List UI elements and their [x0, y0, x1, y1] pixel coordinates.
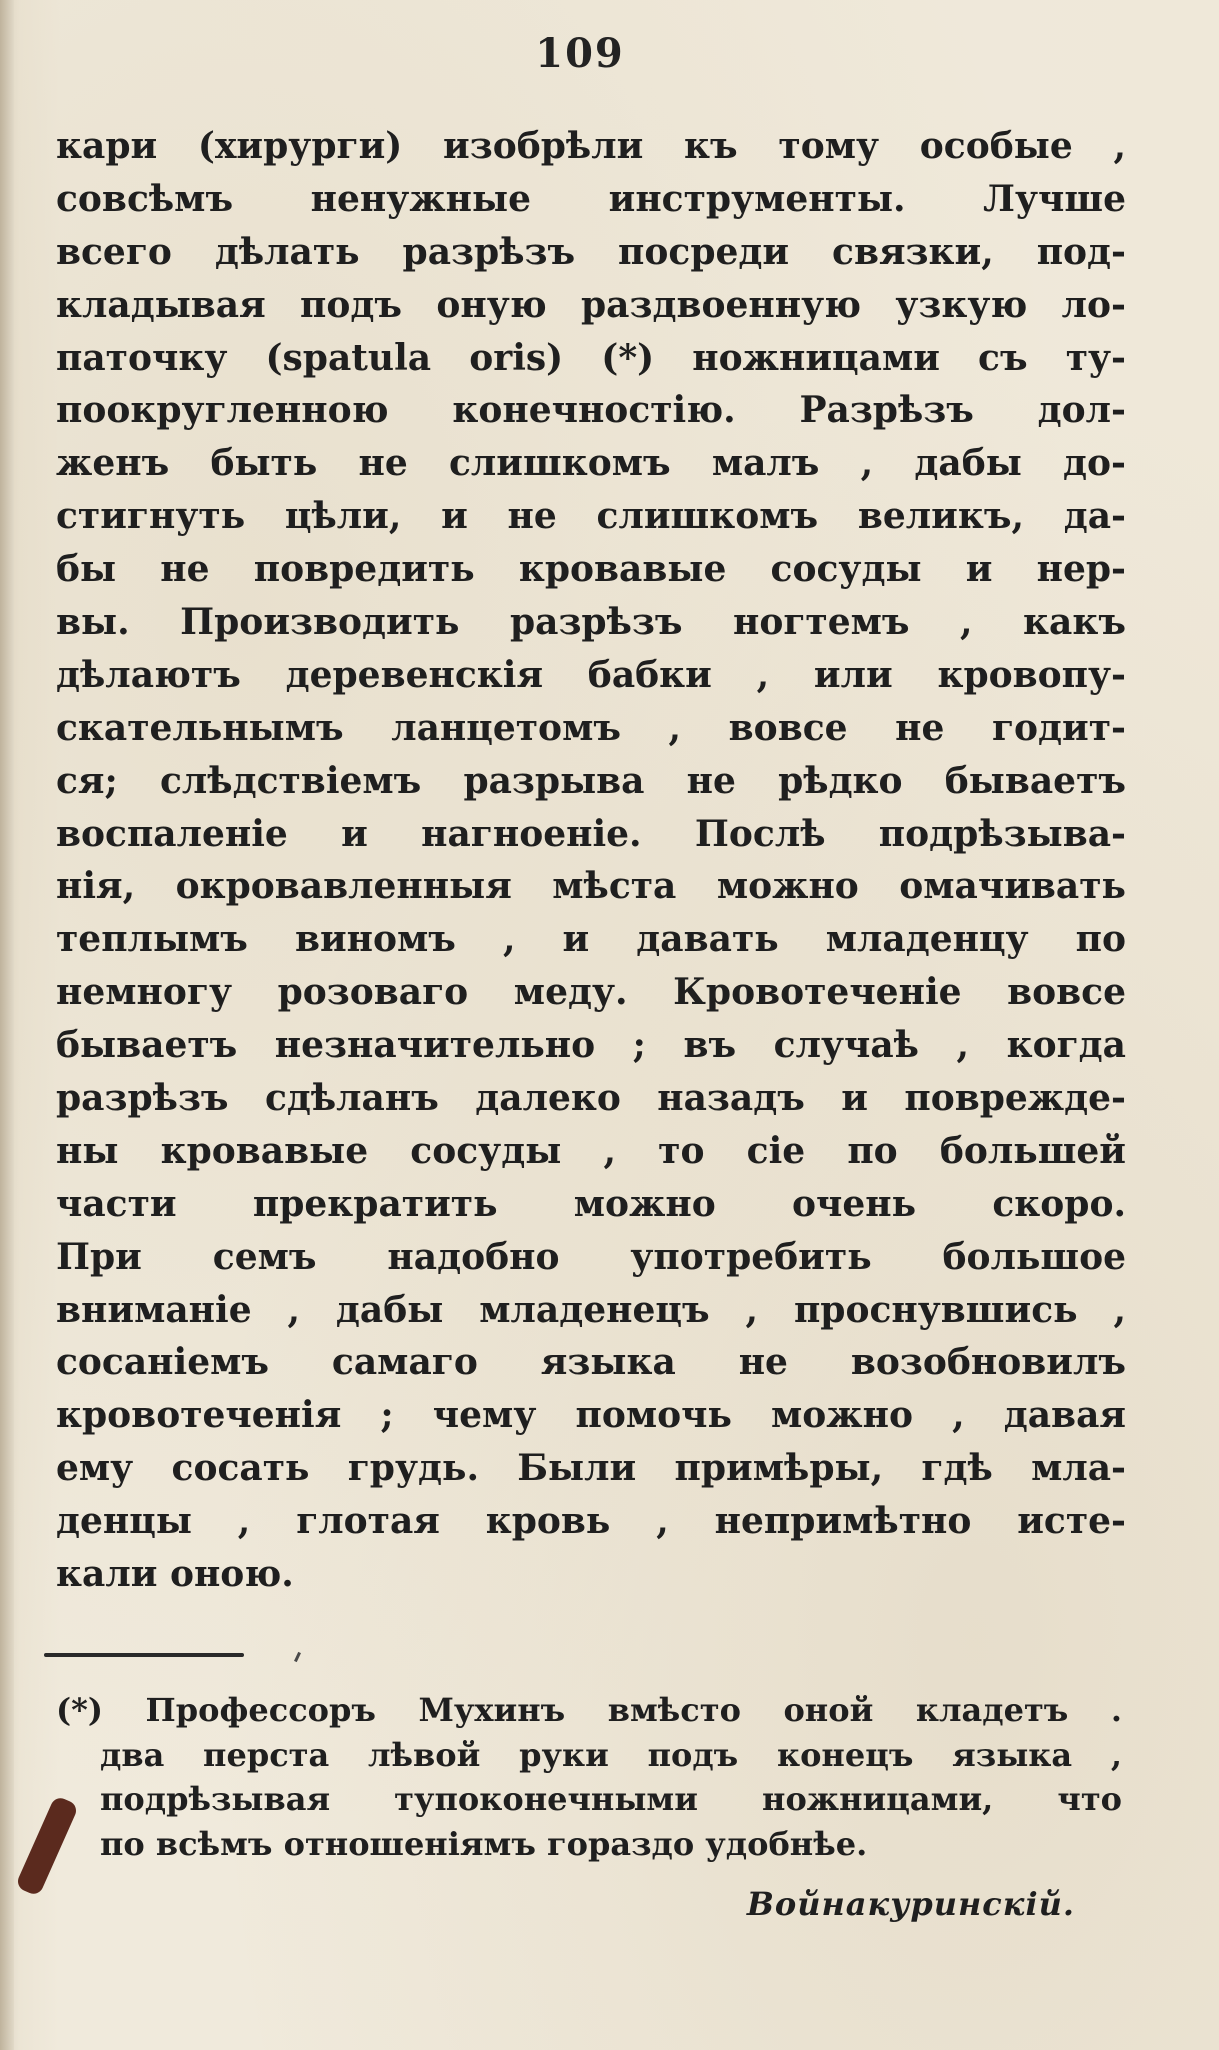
text-line: бываетъ незначительно ; въ случаѣ , когда [56, 1024, 1126, 1067]
text-line: совсѣмъ ненужные инструменты. Лучше [56, 177, 1126, 220]
text-line: вниманіе , дабы младенецъ , проснувшись , [56, 1288, 1126, 1331]
text-line: кровотеченія ; чему помочь можно , давая [56, 1394, 1126, 1437]
text-line-final: кали оною. [56, 1553, 294, 1596]
page-binding-edge [0, 0, 14, 2050]
text-line: паточку (spatula oris) (*) ножницами съ ту- [56, 336, 1126, 379]
text-line: части прекратить можно очень скоро. [56, 1182, 1126, 1225]
text-line: теплымъ виномъ , и давать младенцу по [56, 918, 1126, 961]
text-line: денцы , глотая кровь , непримѣтно исте- [56, 1500, 1126, 1543]
text-line: всего дѣлать разрѣзъ посреди связки, под- [56, 230, 1126, 273]
text-line: ны кровавые сосуды , то сіе по большей [56, 1129, 1126, 1172]
text-line: ся; слѣдствіемъ разрыва не рѣдко бываетъ [56, 759, 1126, 802]
text-line: кари (хирурги) изобрѣли къ тому особые , [56, 125, 1126, 167]
footnote-line: два перста лѣвой руки подъ конецъ языка , [100, 1735, 1122, 1774]
text-line: ему сосать грудь. Были примѣры, гдѣ мла- [56, 1447, 1126, 1490]
text-line: кладывая подъ оную раздвоенную узкую ло- [56, 283, 1126, 326]
text-line: вы. Производить разрѣзъ ногтемъ , какъ [56, 601, 1126, 644]
text-line: женъ быть не слишкомъ малъ , дабы до- [56, 442, 1126, 485]
text-line: немногу розоваго меду. Кровотеченіе вовсе [56, 971, 1126, 1014]
text-line: сосаніемъ самаго языка не возобновилъ [56, 1341, 1126, 1384]
footnote-line-final: по всѣмъ отношеніямъ гораздо удобнѣе. [100, 1824, 868, 1863]
page-number: 109 [535, 30, 625, 77]
text-line: разрѣзъ сдѣланъ далеко назадъ и повреждe- [56, 1077, 1126, 1120]
text-line: При семъ надобно употребить большое [56, 1235, 1126, 1278]
text-line: нія, окровавленныя мѣста можно омачивать [56, 865, 1126, 908]
text-line: бы не повредить кровавые сосуды и нер- [56, 548, 1126, 591]
stray-mark [294, 1652, 301, 1662]
footnote-line: подрѣзывая тупоконечными ножницами, что [100, 1780, 1122, 1818]
footnote [56, 1688, 1122, 1866]
text-line: скательнымъ ланцетомъ , вовсе не годит- [56, 706, 1126, 749]
text-line: воспаленіе и нагноеніе. Послѣ подрѣзыва- [56, 812, 1126, 855]
text-line: стигнуть цѣли, и не слишкомъ великъ, да- [56, 495, 1126, 538]
footnote-separator-rule [44, 1653, 244, 1657]
author-signature: Войнакуринскій. [746, 1885, 1075, 1923]
text-line: дѣлаютъ деревенскія бабки , или кровопу- [56, 653, 1126, 696]
text-line: поокругленною конечностію. Разрѣзъ дол- [56, 389, 1126, 432]
main-text [56, 120, 1126, 1601]
footnote-line: (*) Профессоръ Мухинъ вмѣсто оной кладетъ . [56, 1691, 1122, 1729]
